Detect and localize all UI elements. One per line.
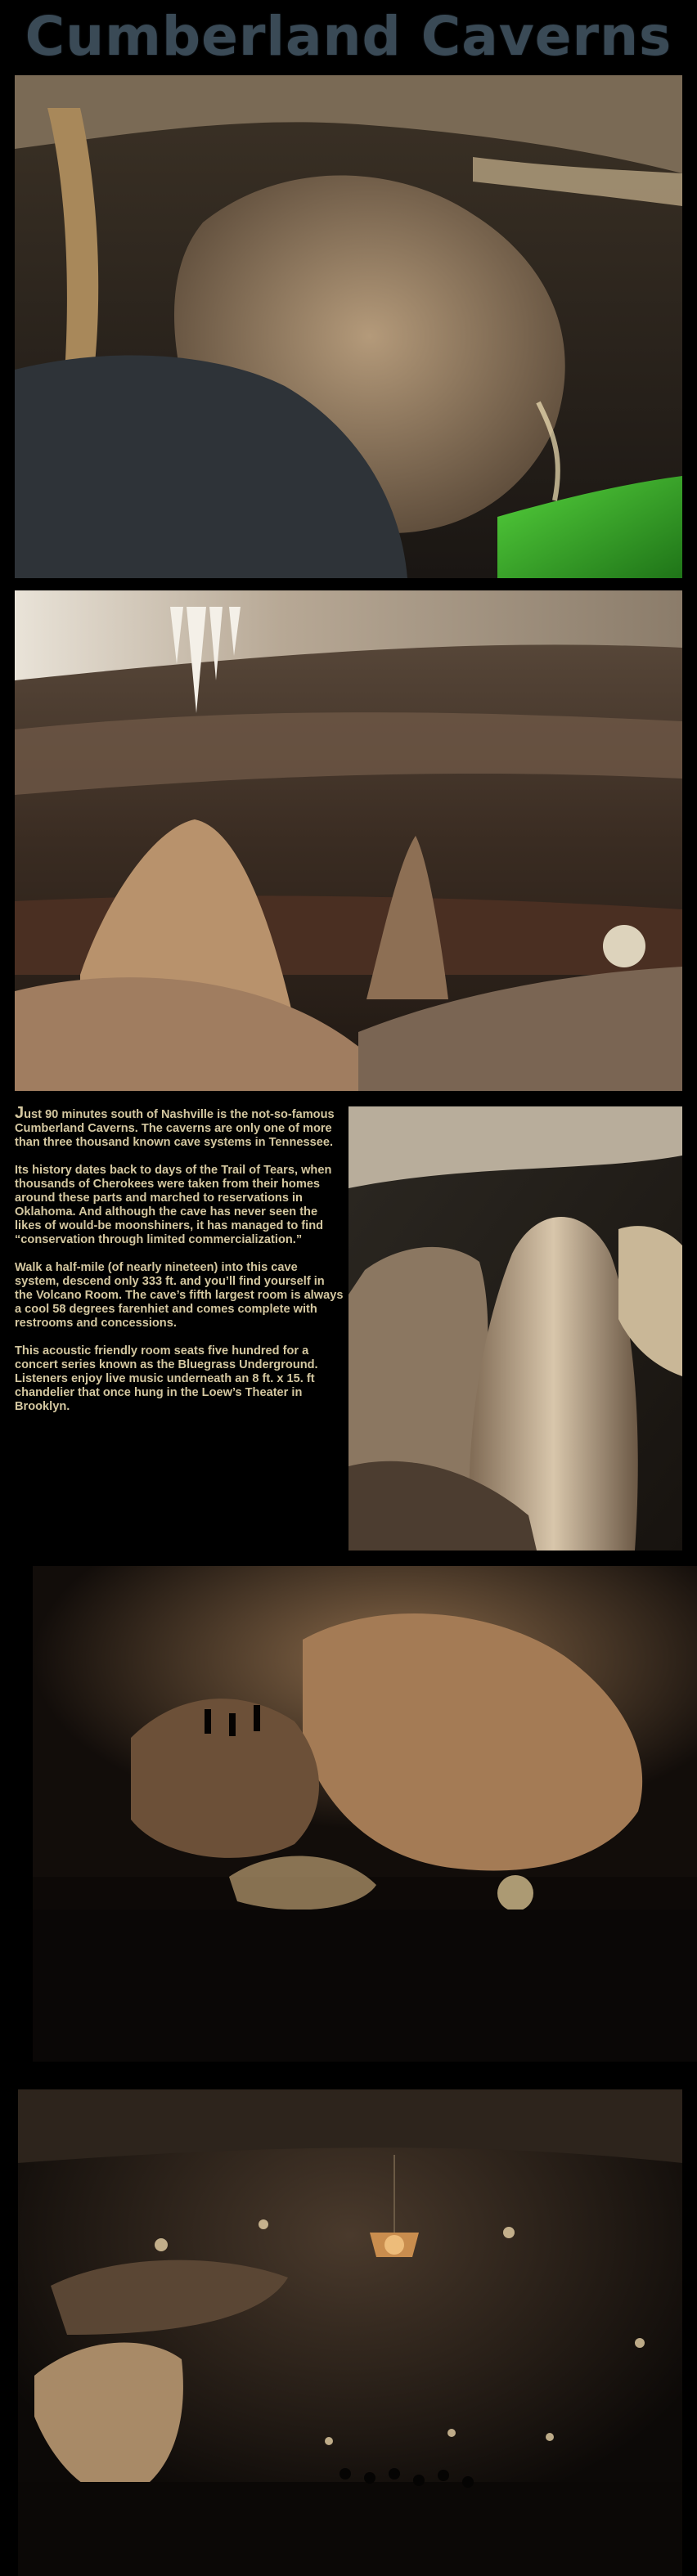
article-paragraph-intro: Just 90 minutes south of Nashville is the not-so-famous Cumberland Caverns. The caverns are only one of more than three thousand known cave systems in Tennessee. bbox=[15, 1104, 335, 1149]
cave-photo-flowstone bbox=[348, 1106, 682, 1551]
article-paragraph-bluegrass: This acoustic friendly room seats five hundred for a concert series known as the Bluegrass Underground. Listeners enjoy live music underneath an 8 ft. x 15. ft chandelier that once hung in the Loew’s Theater in Brooklyn. bbox=[15, 1344, 318, 1413]
article-text bbox=[15, 1106, 344, 1551]
cave-photo-visitors-trail bbox=[33, 1566, 697, 2062]
article-paragraph-history: Its history dates back to days of the Trail of Tears, when thousands of Cherokees were taken from their homes around these parts and marched to reservations in Oklahoma. And although the cave has never seen the likes of would-be moonshiners, it has managed to find “conservation through limited commercialization.” bbox=[15, 1164, 332, 1246]
cave-photo-concert-chandelier bbox=[18, 2089, 682, 2576]
cave-photo-green-pool bbox=[15, 75, 682, 578]
page-title: Cumberland Caverns bbox=[25, 5, 672, 68]
cave-photo-stalactites bbox=[15, 590, 682, 1091]
article-paragraph-volcano-room: Walk a half-mile (of nearly nineteen) into this cave system, descend only 333 ft. and you’ll find yourself in the Volcano Room. The cave’s fifth largest room is always a cool 58 degrees farenhiet and comes complete with restrooms and concessions. bbox=[15, 1261, 344, 1330]
